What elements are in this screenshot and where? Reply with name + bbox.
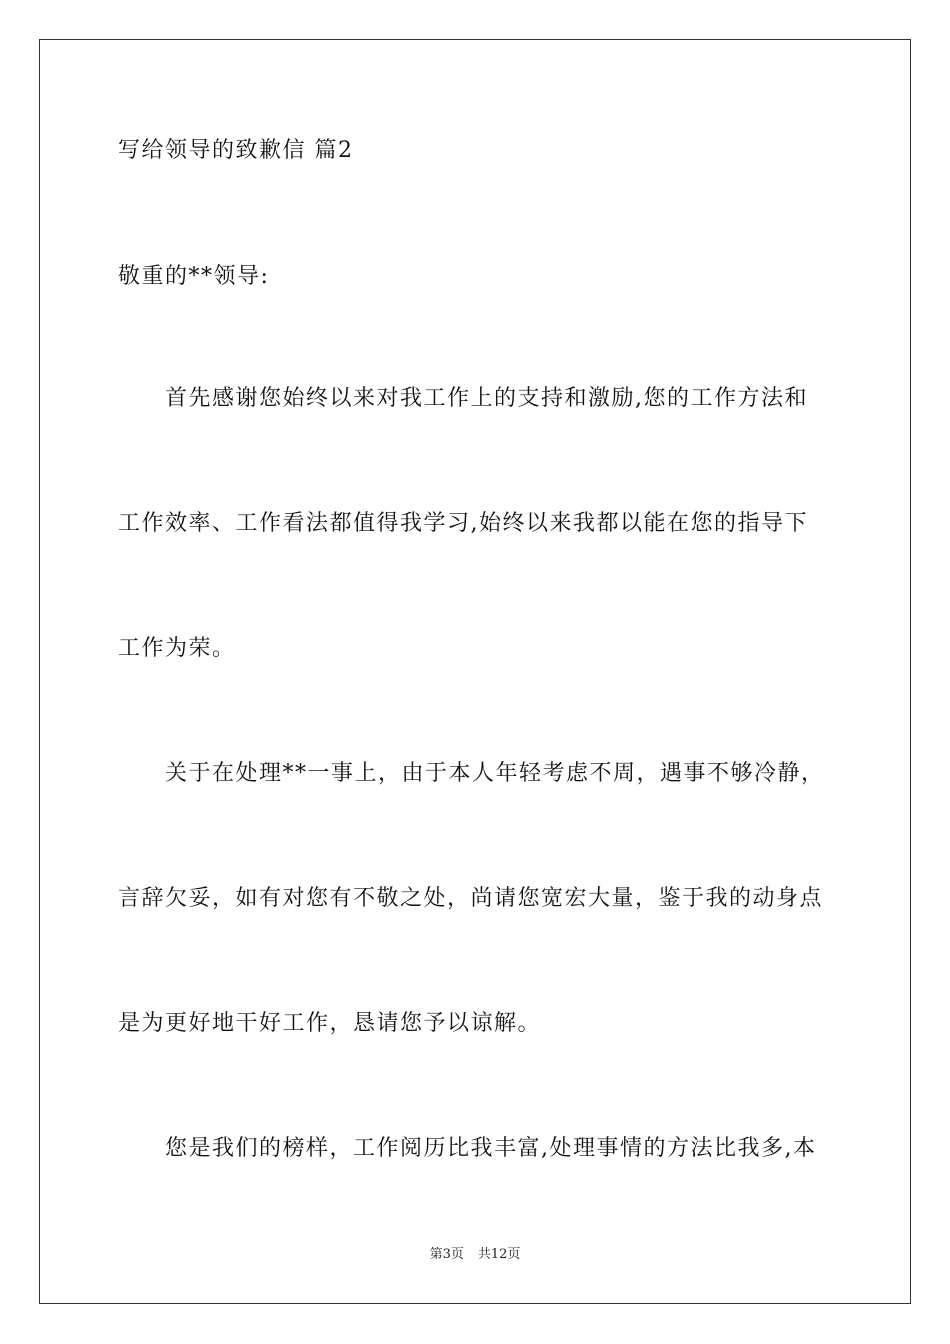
- paragraph-line: 言辞欠妥，如有对您有不敬之处，尚请您宽宏大量，鉴于我的动身点: [118, 886, 824, 911]
- page-number: 第3页: [429, 1247, 464, 1262]
- page-total: 共12页: [477, 1247, 521, 1262]
- paragraph-line: 关于在处理**一事上，由于本人年轻考虑不周，遇事不够冷静，: [165, 761, 825, 786]
- paragraph-line: 您是我们的榜样，工作阅历比我丰富,处理事情的方法比我多,本: [165, 1136, 817, 1161]
- paragraph-line: 工作效率、工作看法都值得我学习,始终以来我都以能在您的指导下: [118, 511, 808, 536]
- paragraph-line: 工作为荣。: [118, 636, 236, 661]
- page-footer: [0, 1246, 950, 1264]
- page-frame: [39, 39, 911, 1304]
- document-heading: 写给领导的致歉信 篇2: [118, 138, 354, 163]
- salutation: 敬重的**领导:: [118, 264, 270, 289]
- paragraph-line: 是为更好地干好工作，恳请您予以谅解。: [118, 1011, 542, 1036]
- paragraph-line: 首先感谢您始终以来对我工作上的支持和激励,您的工作方法和: [165, 386, 808, 411]
